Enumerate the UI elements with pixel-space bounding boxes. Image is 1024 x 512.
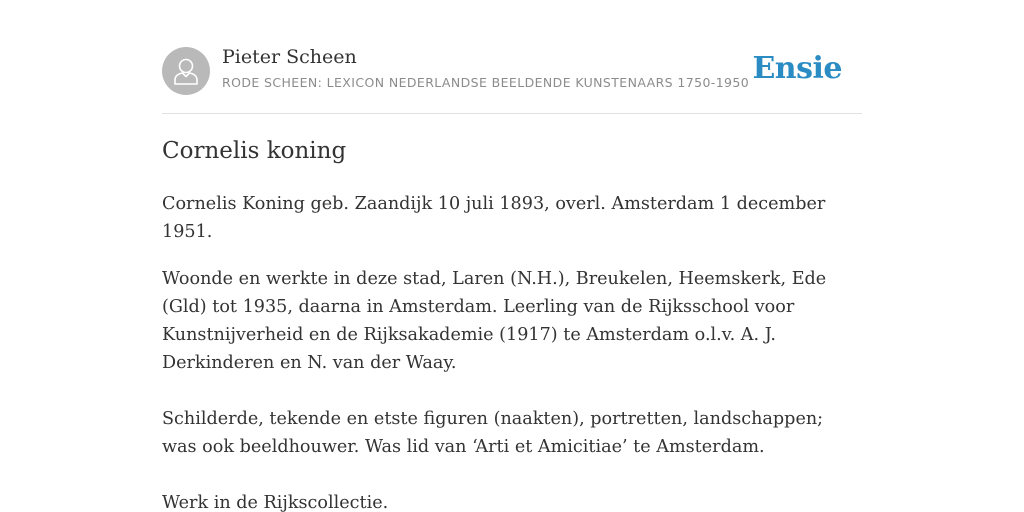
user-icon [172,56,200,86]
ensie-logo[interactable]: Ensie [752,51,842,86]
article-title: Cornelis koning [162,138,347,164]
paragraph: Cornelis Koning geb. Zaandijk 10 juli 1893, overl. Amsterdam 1 december 1951. [162,194,826,242]
source-name[interactable]: RODE SCHEEN: LEXICON NEDERLANDSE BEELDENDE KUNSTENAARS 1750-1950 [222,75,750,90]
article-header [162,46,862,96]
paragraph: Schilderde, tekende en etste figuren (naakten), portretten, landschappen; was ook beeldhouwer. Was lid van ‘Arti et Amicitiae’ te Amsterdam. [162,409,824,457]
paragraph: Werk in de Rijkscollectie. [162,493,389,512]
author-avatar[interactable] [162,47,210,95]
header-divider [162,113,862,114]
paragraph: Woonde en werkte in deze stad, Laren (N.H.), Breukelen, Heemskerk, Ede (Gld) tot 1935, daarna in Amsterdam. Leerling van de Rijksschool voor Kunstnijverheid en de Rijksakademie (1917) te Amsterdam o.l.v. A. J. Derkinderen en N. van der Waay. [162,269,827,373]
author-name[interactable]: Pieter Scheen [222,46,357,68]
article-body [162,190,862,512]
